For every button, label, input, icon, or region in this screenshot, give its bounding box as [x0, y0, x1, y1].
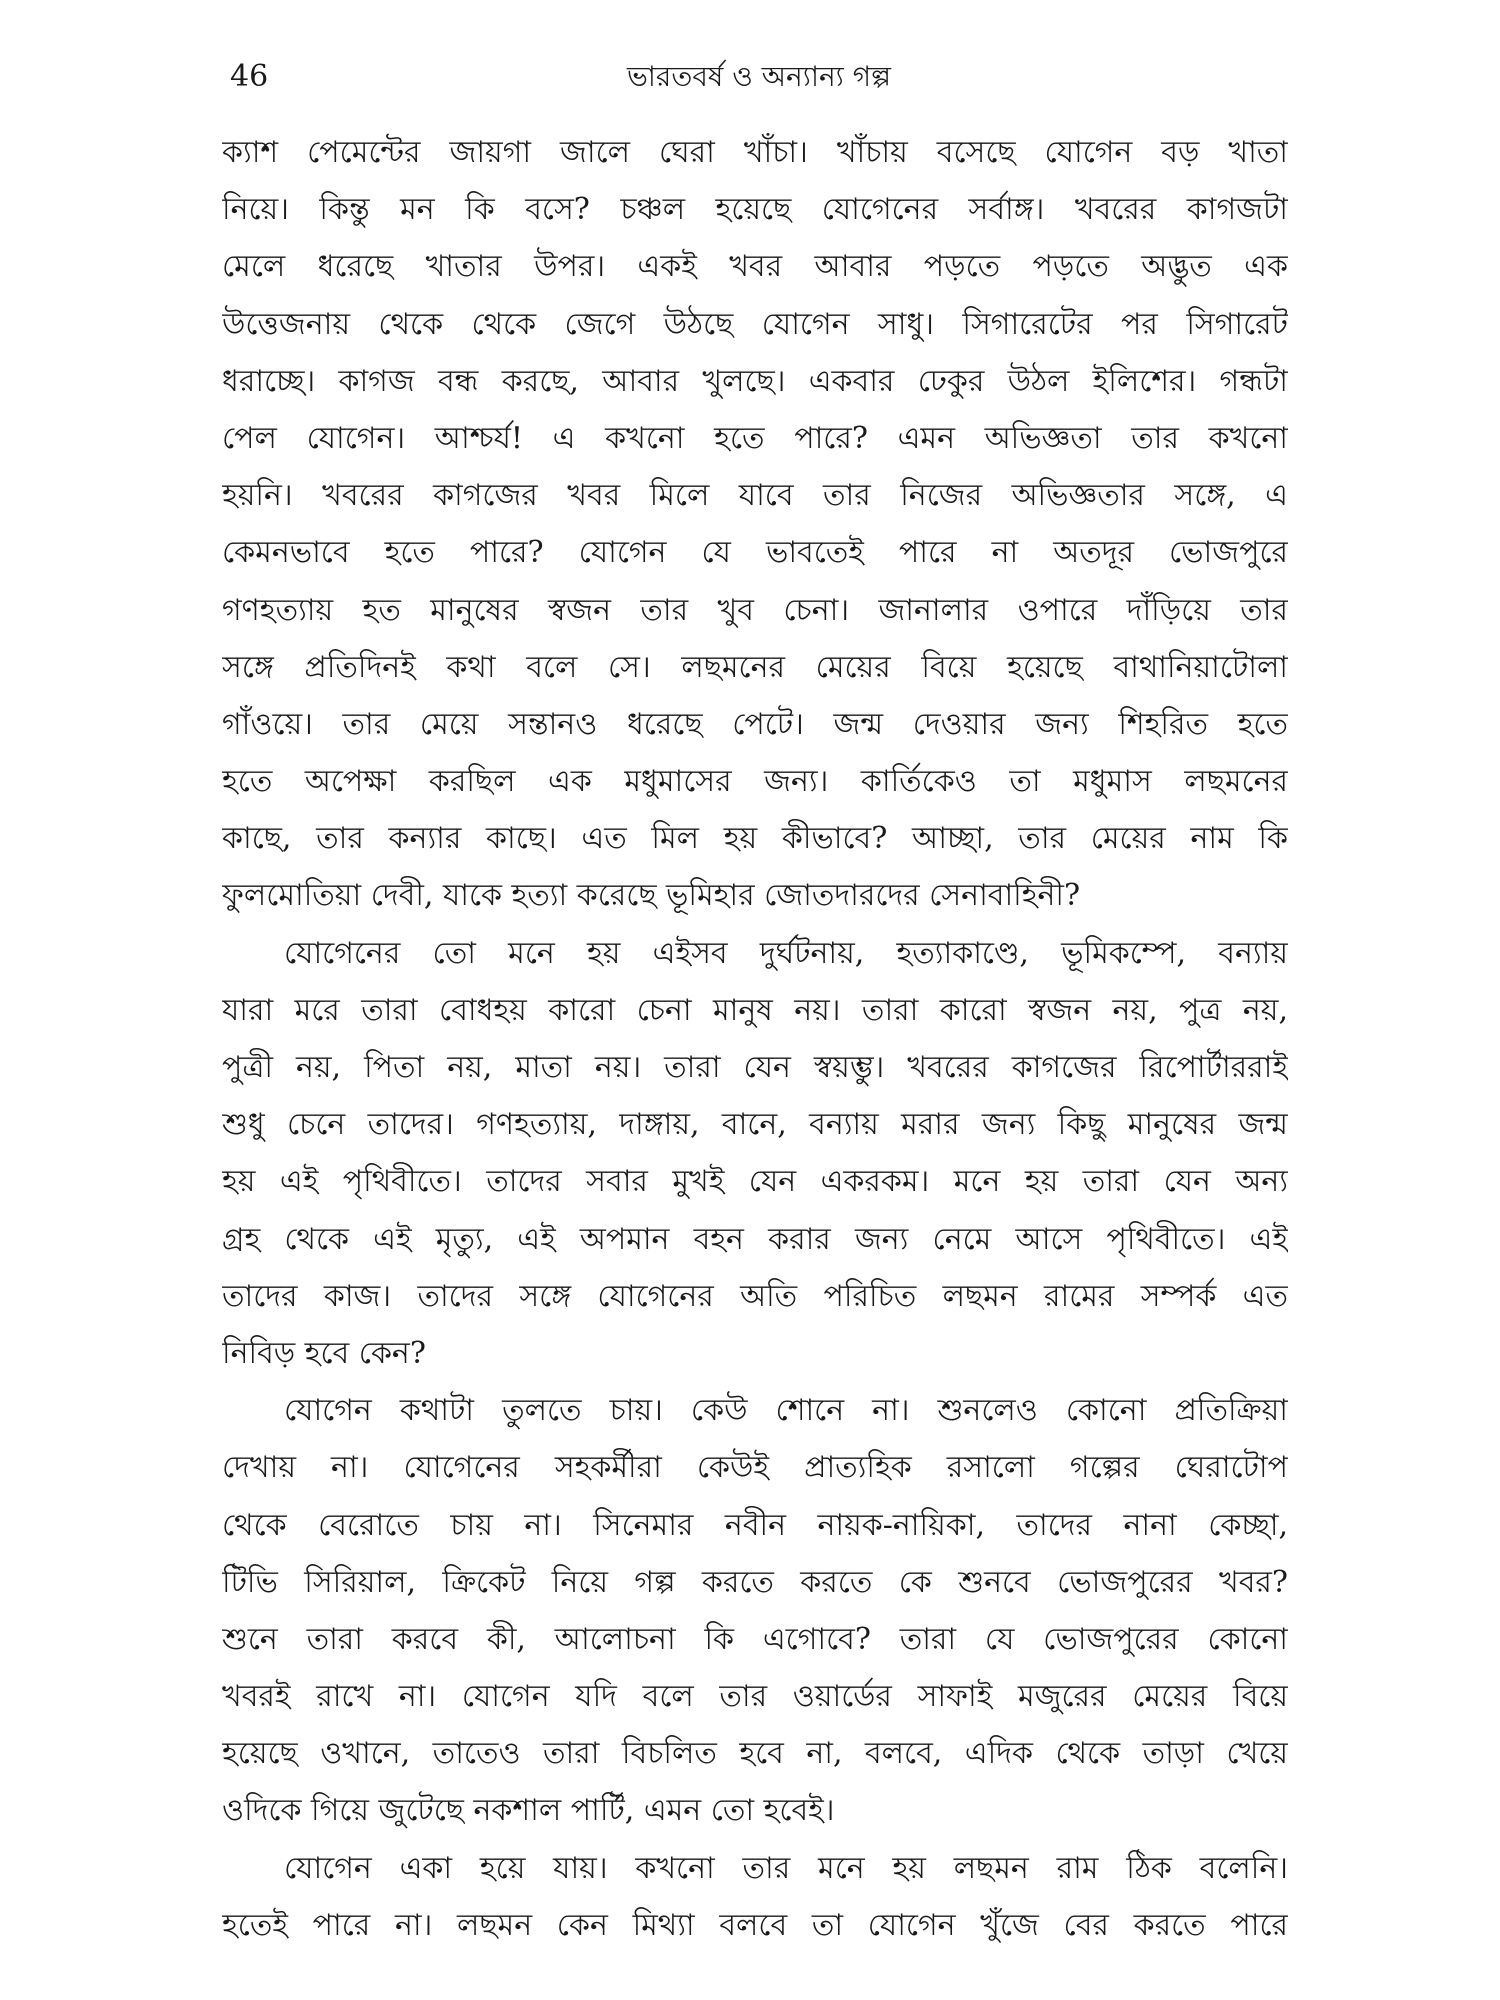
text-line: খবরই রাখে না। যোগেন যদি বলে তার ওয়ার্ডের সাফাই মজুরের মেয়ের বিয়ে — [222, 1679, 1288, 1715]
text-line: গণহত্যায় হত মানুষের স্বজন তার খুব চেনা। জানালার ওপারে দাঁড়িয়ে তার — [222, 592, 1288, 628]
body-text — [222, 124, 1288, 1954]
text-line: মেলে ধরেছে খাতার উপর। একই খবর আবার পড়তে পড়তে অদ্ভুত এক — [222, 249, 1288, 285]
text-line: হয়নি। খবরের কাগজের খবর মিলে যাবে তার নিজের অভিজ্ঞতার সঙ্গে, এ — [222, 478, 1288, 514]
text-line: হতে অপেক্ষা করছিল এক মধুমাসের জন্য। কার্তিকেও তা মধুমাস লছমনের — [222, 764, 1288, 800]
text-line: ক্যাশ পেমেন্টের জায়গা জালে ঘেরা খাঁচা। খাঁচায় বসেছে যোগেন বড় খাতা — [222, 135, 1288, 170]
text-line: টিভি সিরিয়াল, ক্রিকেট নিয়ে গল্প করতে করতে কে শুনবে ভোজপুরের খবর? — [222, 1564, 1288, 1600]
text-line: থেকে বেরোতে চায় না। সিনেমার নবীন নায়ক-নায়িকা, তাদের নানা কেচ্ছা, — [222, 1507, 1288, 1543]
page-number: 46 — [230, 59, 269, 94]
text-line: সঙ্গে প্রতিদিনই কথা বলে সে। লছমনের মেয়ের বিয়ে হয়েছে বাথানিয়াটোলা — [222, 649, 1288, 685]
text-line: নিয়ে। কিন্তু মন কি বসে? চঞ্চল হয়েছে যোগেনের সর্বাঙ্গ। খবরের কাগজটা — [222, 192, 1288, 228]
book-title: ভারতবর্ষ ও অন্যান্য গল্প — [626, 60, 892, 93]
text-line: শুনে তারা করবে কী, আলোচনা কি এগোবে? তারা যে ভোজপুরের কোনো — [222, 1621, 1288, 1657]
text-line: ওদিকে গিয়ে জুটেছে নকশাল পার্টি, এমন তো হবেই। — [222, 1793, 835, 1829]
text-line: দেখায় না। যোগেনের সহকর্মীরা কেউই প্রাত্যহিক রসালো গল্পের ঘেরাটোপ — [222, 1450, 1288, 1486]
text-line: পেল যোগেন। আশ্চর্য! এ কখনো হতে পারে? এমন অভিজ্ঞতা তার কখনো — [222, 420, 1288, 456]
running-head — [230, 52, 1288, 102]
text-line: তাদের কাজ। তাদের সঙ্গে যোগেনের অতি পরিচিত লছমন রামের সম্পর্ক এত — [222, 1278, 1288, 1314]
text-line: ধরাচ্ছে। কাগজ বন্ধ করছে, আবার খুলছে। একবার ঢেকুর উঠল ইলিশের। গন্ধটা — [222, 363, 1288, 399]
text-line: নিবিড় হবে কেন? — [222, 1335, 426, 1371]
text-line: পুত্রী নয়, পিতা নয়, মাতা নয়। তারা যেন স্বয়ম্ভু। খবরের কাগজের রিপোর্টাররাই — [222, 1050, 1288, 1085]
text-line: গ্রহ থেকে এই মৃত্যু, এই অপমান বহন করার জন্য নেমে আসে পৃথিবীতে। এই — [222, 1221, 1288, 1257]
text-line: যোগেন একা হয়ে যায়। কখনো তার মনে হয় লছমন রাম ঠিক বলেনি। — [284, 1850, 1288, 1886]
text-line: উত্তেজনায় থেকে থেকে জেগে উঠছে যোগেন সাধু। সিগারেটের পর সিগারেট — [222, 306, 1288, 342]
text-line: যারা মরে তারা বোধহয় কারো চেনা মানুষ নয়। তারা কারো স্বজন নয়, পুত্র নয়, — [222, 992, 1288, 1028]
text-line: গাঁওয়ে। তার মেয়ে সন্তানও ধরেছে পেটে। জন্ম দেওয়ার জন্য শিহরিত হতে — [222, 706, 1288, 742]
text-line: হয়েছে ওখানে, তাতেও তারা বিচলিত হবে না, বলবে, এদিক থেকে তাড়া খেয়ে — [222, 1736, 1288, 1772]
text-line: হতেই পারে না। লছমন কেন মিথ্যা বলবে তা যোগেন খুঁজে বের করতে পারে — [222, 1907, 1288, 1943]
text-line: কাছে, তার কন্যার কাছে। এত মিল হয় কীভাবে? আচ্ছা, তার মেয়ের নাম কি — [222, 821, 1288, 857]
text-line: যোগেন কথাটা তুলতে চায়। কেউ শোনে না। শুনলেও কোনো প্রতিক্রিয়া — [284, 1393, 1288, 1429]
text-line: কেমনভাবে হতে পারে? যোগেন যে ভাবতেই পারে না অতদূর ভোজপুরে — [222, 535, 1288, 571]
text-line: হয় এই পৃথিবীতে। তাদের সবার মুখই যেন একরকম। মনে হয় তারা যেন অন্য — [222, 1164, 1288, 1200]
text-line: যোগেনের তো মনে হয় এইসব দুর্ঘটনায়, হত্যাকাণ্ডে, ভূমিকম্পে, বন্যায় — [284, 935, 1288, 971]
text-line: ফুলমোতিয়া দেবী, যাকে হত্যা করেছে ভূমিহার জোতদারদের সেনাবাহিনী? — [222, 878, 1081, 914]
text-line: শুধু চেনে তাদের। গণহত্যায়, দাঙ্গায়, বানে, বন্যায় মরার জন্য কিছু মানুষের জন্ম — [222, 1107, 1288, 1143]
